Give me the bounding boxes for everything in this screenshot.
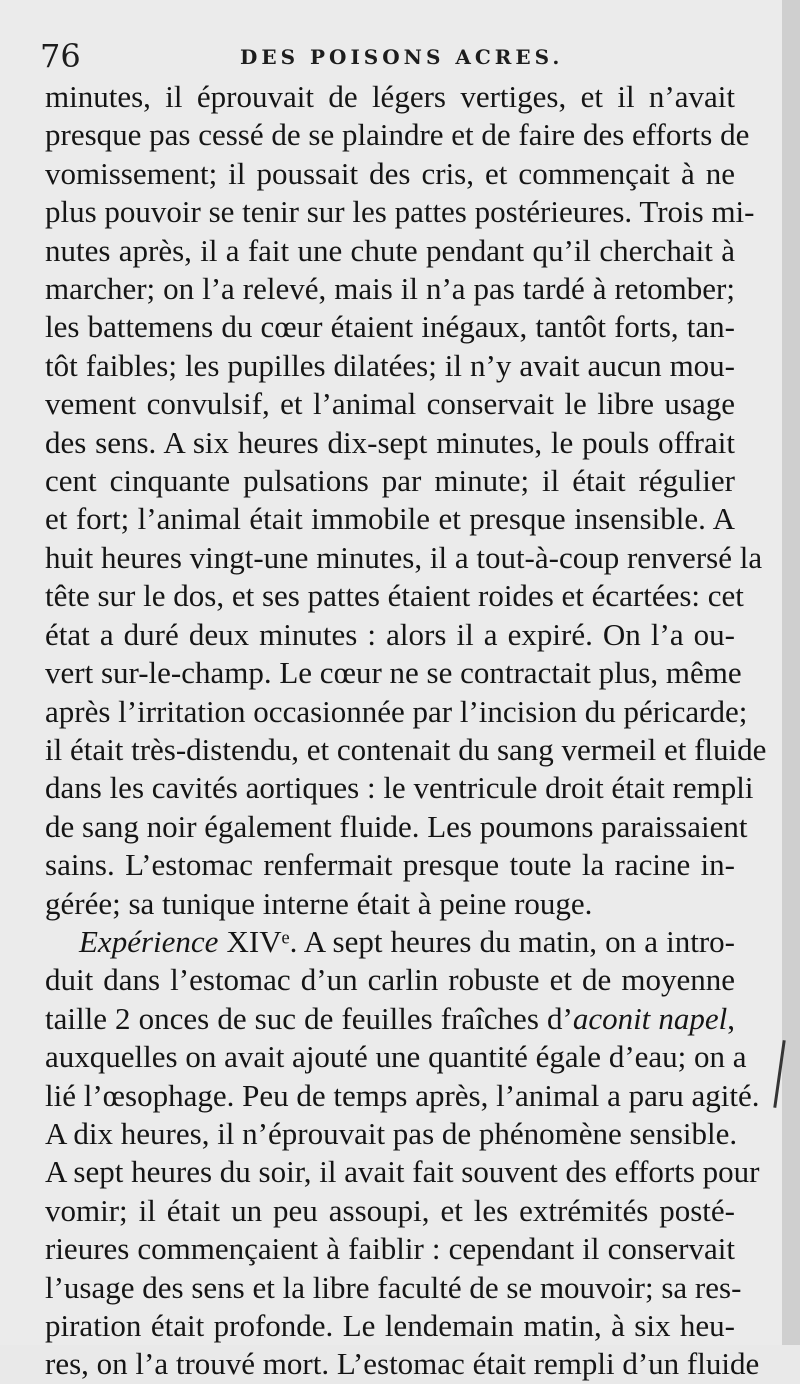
running-head: DES POISONS ACRES. bbox=[240, 45, 564, 69]
text-line: de sang noir également fluide. Les poumons paraissaient bbox=[45, 808, 748, 844]
page-edge-shadow bbox=[782, 0, 800, 1345]
experiment-line-rest: . A sept heures du matin, on a intro- bbox=[289, 923, 735, 959]
text-line: sains. L’estomac renfermait presque toute la racine in- bbox=[45, 847, 735, 883]
text-line: vomir; il était un peu assoupi, et les extrémités posté- bbox=[45, 1192, 735, 1228]
body-text bbox=[45, 78, 767, 1384]
text-line: A sept heures du soir, il avait fait souvent des efforts pour bbox=[45, 1154, 760, 1190]
text-line: presque pas cessé de se plaindre et de faire des efforts de bbox=[45, 117, 750, 153]
text-line: vomissement; il poussait des cris, et commençait à ne bbox=[45, 155, 735, 191]
plant-name: aconit napel bbox=[572, 1000, 728, 1036]
text-line: état a duré deux minutes : alors il a expiré. On l’a ou- bbox=[45, 616, 735, 652]
text-line: nutes après, il a fait une chute pendant qu’il cherchait à bbox=[45, 232, 735, 268]
text-line: tôt faibles; les pupilles dilatées; il n’y avait aucun mou- bbox=[45, 347, 735, 383]
text-line: vert sur-le-champ. Le cœur ne se contractait plus, même bbox=[45, 655, 742, 691]
text-line: marcher; on l’a relevé, mais il n’a pas tardé à retomber; bbox=[45, 271, 735, 307]
text-line: A dix heures, il n’éprouvait pas de phénomène sensible. bbox=[45, 1115, 738, 1151]
text-line: l’usage des sens et la libre faculté de se mouvoir; sa res- bbox=[45, 1269, 742, 1305]
text-line: cent cinquante pulsations par minute; il était régulier bbox=[45, 463, 735, 499]
text-line: dans les cavités aortiques : le ventricule droit était rempli bbox=[45, 770, 754, 806]
text-line: vement convulsif, et l’animal conservait le libre usage bbox=[45, 386, 735, 422]
text-segment: taille 2 onces de suc de feuilles fraîches d’ bbox=[45, 1000, 573, 1036]
experiment-number: XIVᵉ bbox=[226, 923, 290, 959]
text-line: res, on l’a trouvé mort. L’estomac était rempli d’un fluide bbox=[45, 1346, 760, 1382]
text-line: il était très-distendu, et contenait du sang vermeil et fluide bbox=[45, 731, 767, 767]
experiment-label: Expérience bbox=[79, 923, 219, 959]
text-line bbox=[45, 1000, 735, 1038]
text-line: tête sur le dos, et ses pattes étaient roides et écartées: cet bbox=[45, 578, 744, 614]
text-line: et fort; l’animal était immobile et presque insensible. A bbox=[45, 501, 735, 537]
page-number: 76 bbox=[40, 37, 81, 75]
text-line: duit dans l’estomac d’un carlin robuste et de moyenne bbox=[45, 962, 735, 998]
text-line: rieures commençaient à faiblir : cependant il conservait bbox=[45, 1231, 735, 1267]
text-segment: , bbox=[727, 1000, 736, 1036]
text-line: huit heures vingt-une minutes, il a tout-à-coup renversé la bbox=[45, 539, 763, 575]
text-line: lié l’œsophage. Peu de temps après, l’animal a paru agité. bbox=[45, 1077, 760, 1113]
text-line: auxquelles on avait ajouté une quantité égale d’eau; on a bbox=[45, 1039, 747, 1075]
text-line: gérée; sa tunique interne était à peine rouge. bbox=[45, 885, 593, 921]
experiment-heading-line bbox=[45, 923, 735, 961]
text-line: piration était profonde. Le lendemain matin, à six heu- bbox=[45, 1308, 735, 1343]
text-line: après l’irritation occasionnée par l’incision du péricarde; bbox=[45, 693, 748, 729]
text-line: les battemens du cœur étaient inégaux, tantôt forts, tan- bbox=[45, 309, 735, 345]
text-line: minutes, il éprouvait de légers vertiges, et il n’avait bbox=[45, 79, 735, 114]
text-line: plus pouvoir se tenir sur les pattes postérieures. Trois mi- bbox=[45, 194, 755, 230]
page-header bbox=[40, 38, 760, 78]
text-line: des sens. A six heures dix-sept minutes, le pouls offrait bbox=[45, 424, 735, 460]
